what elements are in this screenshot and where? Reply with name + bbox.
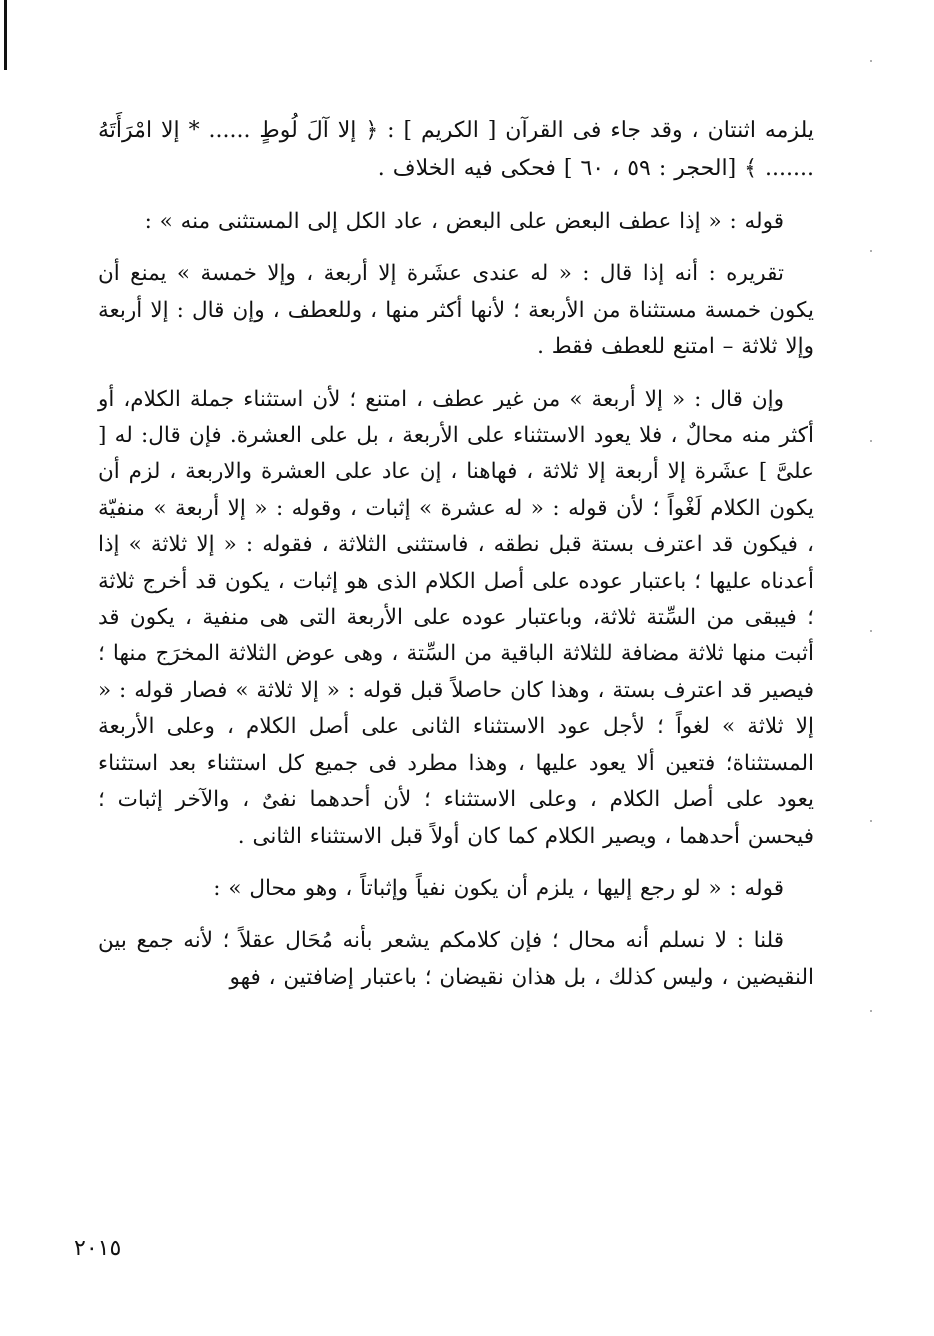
paragraph-response: قلنا : لا نسلم أنه محال ؛ فإن كلامكم يشعر بأنه مُحَال عقلاً ؛ لأنه جمع بين النقيضين ، وليس كذلك ، بل هذان نقيضان ؛ باعتبار إضافتين ، فهو: [98, 928, 814, 990]
page-number: ٢٠١٥: [74, 1236, 122, 1261]
paragraph-quran-citation: يلزمه اثنتان ، وقد جاء فى القرآن [ الكريم ] : ﴿ إلا آلَ لُوطٍ ...... * إلا امْرَأَتَهُ ....... ﴾ [الحجر : ٥٩ ، ٦٠ ] فحكى فيه الخلاف .: [98, 118, 814, 181]
page-body: [98, 112, 814, 996]
paragraph-heading-quote-1: قوله : « إذا عطف البعض على البعض ، عاد الكل إلى المستثنى منه » :: [144, 209, 784, 234]
page-edge-line: [4, 0, 7, 70]
scan-speck-marks: [870, 60, 872, 1160]
paragraph-heading-quote-2: قوله : « لو رجع إليها ، يلزم أن يكون نفياً وإثباتاً ، وهو محال » :: [213, 875, 784, 901]
paragraph-explanation-2: وإن قال : « إلا أربعة » من غير عطف ، امتنع ؛ لأن استثناء جملة الكلام، أو أكثر منه محالٌ ، فلا يعود الاستثناء على الأربعة ، بل على العشرة. فإن قال: له [ علىَّ ] عشَرة إلا أربعة إلا ثلاثة ، فهاهنا ، إن عاد على العشرة والاربعة ، لزم أن يكون الكلام لَغْواً ؛ لأن قوله : « له عشرة » إثبات ، وقوله : « إلا أربعة » منفيّة ، فيكون قد اعترف بستة قبل نطقه ، فاستثنى الثلاثة ، فقوله : « إلا ثلاثة » إذا أعدناه عليها ؛ باعتبار عوده على أصل الكلام الذى هو إثبات ، يكون قد أخرج ثلاثة ؛ فيبقى من السِّتة ثلاثة، وباعتبار عوده على الأربعة التى هى منفية ، يكون قد أثبت منها ثلاثة مضافة للثلاثة الباقية من السِّتة ، وهى عوض الثلاثة المخرَج منها ؛ فيصير قد اعترف بستة ، وهذا كان حاصلاً قبل قوله : « إلا ثلاثة » فصار قوله : « إلا ثلاثة » لغواً ؛ لأجل عود الاستثناء الثانى على أصل الكلام ، وعلى الأربعة المستثناة؛ فتعين ألا يعود عليها ، وهذا مطرد فى جميع كل استثناء بعد استثناء يعود على أصل الكلام ، وعلى الاستثناء ؛ لأن أحدهما نفىٌ ، والآخر إثبات ؛ فيحسن أحدهما ، ويصير الكلام كما كان أولاً قبل الاستثناء الثانى .: [98, 386, 814, 849]
paragraph-explanation-1: تقريره : أنه إذا قال : « له عندى عشَرة إلا أربعة ، وإلا خمسة » يمنع أن يكون خمسة مستثناة من الأربعة ؛ لأنها أكثر منها ، وللعطف ، وإن قال : إلا أربعة وإلا ثلاثة – امتنع للعطف فقط .: [98, 261, 814, 360]
